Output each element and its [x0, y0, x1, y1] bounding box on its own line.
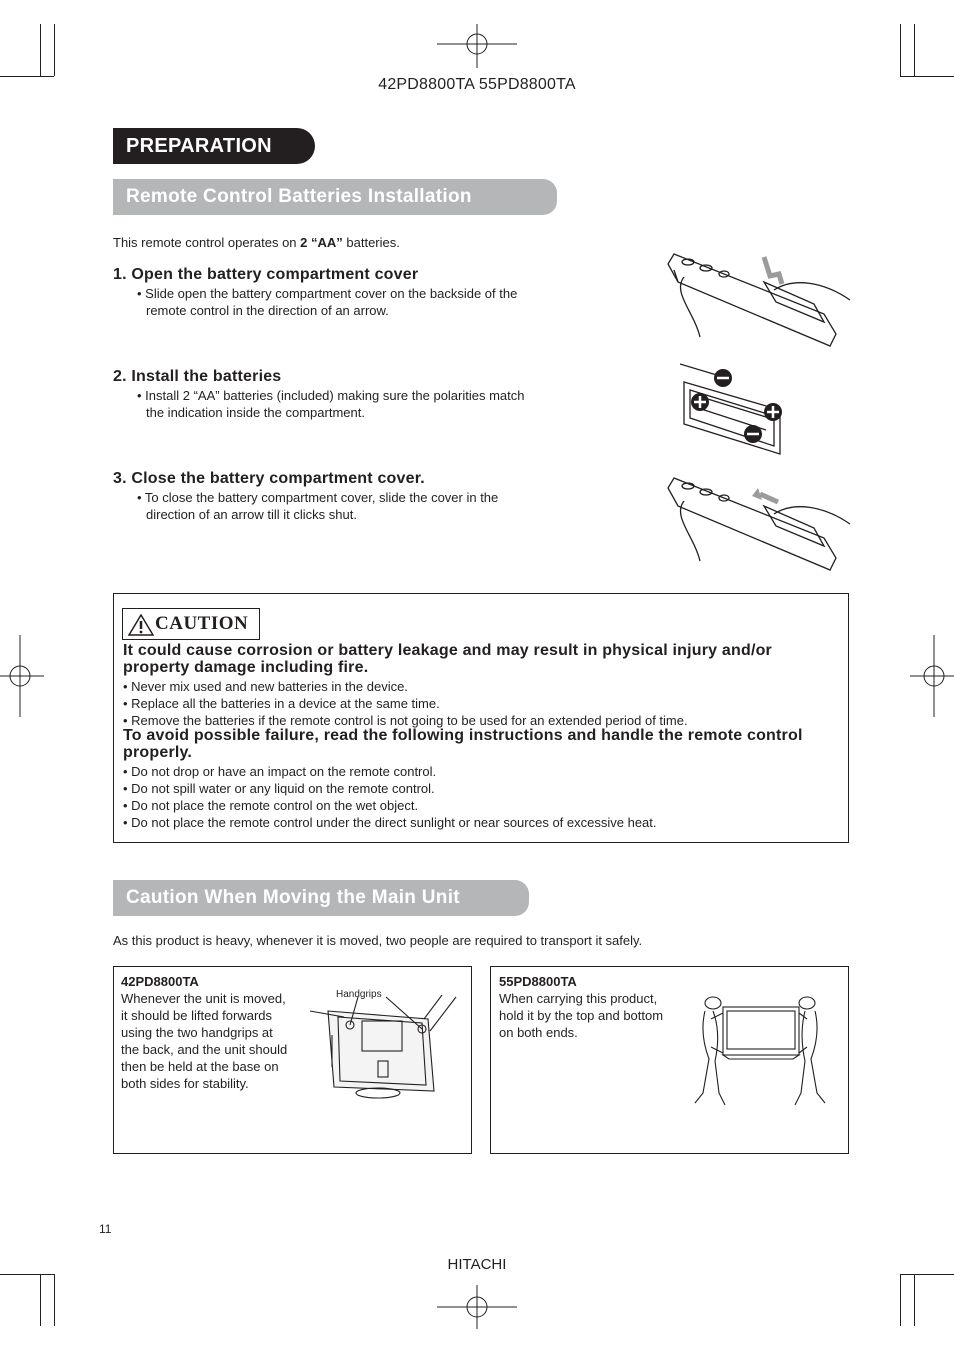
- caution-item: • Do not place the remote control under the direct sunlight or near sources of excessive heat.: [123, 815, 657, 830]
- model-42-title: 42PD8800TA: [121, 974, 199, 989]
- step-3-text-1: • To close the battery compartment cover, slide the cover in the: [137, 490, 499, 505]
- moving-intro: As this product is heavy, whenever it is moved, two people are required to transport it safely.: [113, 933, 643, 948]
- step-1-title: 1. Open the battery compartment cover: [113, 266, 419, 283]
- caution-item: • Do not spill water or any liquid on the remote control.: [123, 781, 435, 796]
- registration-mark-bottom: [437, 1285, 517, 1329]
- caution-heading-2: To avoid possible failure, read the following instructions and handle the remote control properly.: [123, 727, 803, 761]
- batteries-title: Remote Control Batteries Installation: [113, 179, 557, 215]
- registration-mark-top: [437, 24, 517, 68]
- caution-item: • Never mix used and new batteries in the device.: [123, 679, 408, 694]
- model-55-panel: [490, 966, 849, 1154]
- step-3-text-2: direction of an arrow till it clicks shut.: [146, 507, 357, 522]
- model-header: 42PD8800TA 55PD8800TA: [378, 76, 576, 93]
- step-2-text-1: • Install 2 “AA” batteries (included) making sure the polarities match: [137, 388, 525, 403]
- two-people-carrying-tv-illustration: [689, 993, 839, 1123]
- warning-triangle-icon: [128, 614, 154, 636]
- battery-polarity-illustration: [680, 362, 790, 462]
- remote-close-cover-illustration: [664, 466, 854, 576]
- batteries-intro: This remote control operates on 2 “AA” batteries.: [113, 235, 400, 250]
- step-3-title: 3. Close the battery compartment cover.: [113, 470, 425, 487]
- handgrips-label: Handgrips: [336, 989, 382, 1000]
- model-55-text: When carrying this product, hold it by the top and bottom on both ends.: [499, 991, 664, 1040]
- caution-item: • Replace all the batteries in a device at the same time.: [123, 696, 440, 711]
- caution-item: • Do not drop or have an impact on the remote control.: [123, 764, 437, 779]
- moving-title: Caution When Moving the Main Unit: [113, 880, 529, 916]
- caution-item: • Do not place the remote control on the wet object.: [123, 798, 419, 813]
- caution-item: • Remove the batteries if the remote control is not going to be used for an extended period of time.: [123, 713, 688, 728]
- step-1-text-1: • Slide open the battery compartment cover on the backside of the: [137, 286, 518, 301]
- model-42-text: Whenever the unit is moved, it should be lifted forwards using the two handgrips at the back, and the unit should then be held at the base on both sides for stability.: [121, 991, 288, 1091]
- tv-back-handgrips-illustration: [310, 995, 460, 1105]
- step-2-text-2: the indication inside the compartment.: [146, 405, 365, 420]
- section-title: PREPARATION: [113, 128, 315, 164]
- registration-mark-right: [910, 635, 954, 717]
- caution-box: [113, 593, 849, 843]
- caution-label: [122, 608, 260, 640]
- registration-mark-left: [0, 635, 44, 717]
- model-42-panel: [113, 966, 472, 1154]
- caution-heading-1: It could cause corrosion or battery leakage and may result in physical injury and/or property damage including fire.: [123, 642, 772, 676]
- remote-open-cover-illustration: [664, 242, 854, 352]
- brand-footer: HITACHI: [447, 1256, 507, 1273]
- step-2-title: 2. Install the batteries: [113, 368, 282, 385]
- step-1-text-2: remote control in the direction of an arrow.: [146, 303, 389, 318]
- battery-plus-icon: [691, 393, 709, 411]
- model-55-title: 55PD8800TA: [499, 974, 577, 989]
- page-number: 11: [99, 1222, 112, 1236]
- caution-word: CAUTION: [155, 613, 249, 634]
